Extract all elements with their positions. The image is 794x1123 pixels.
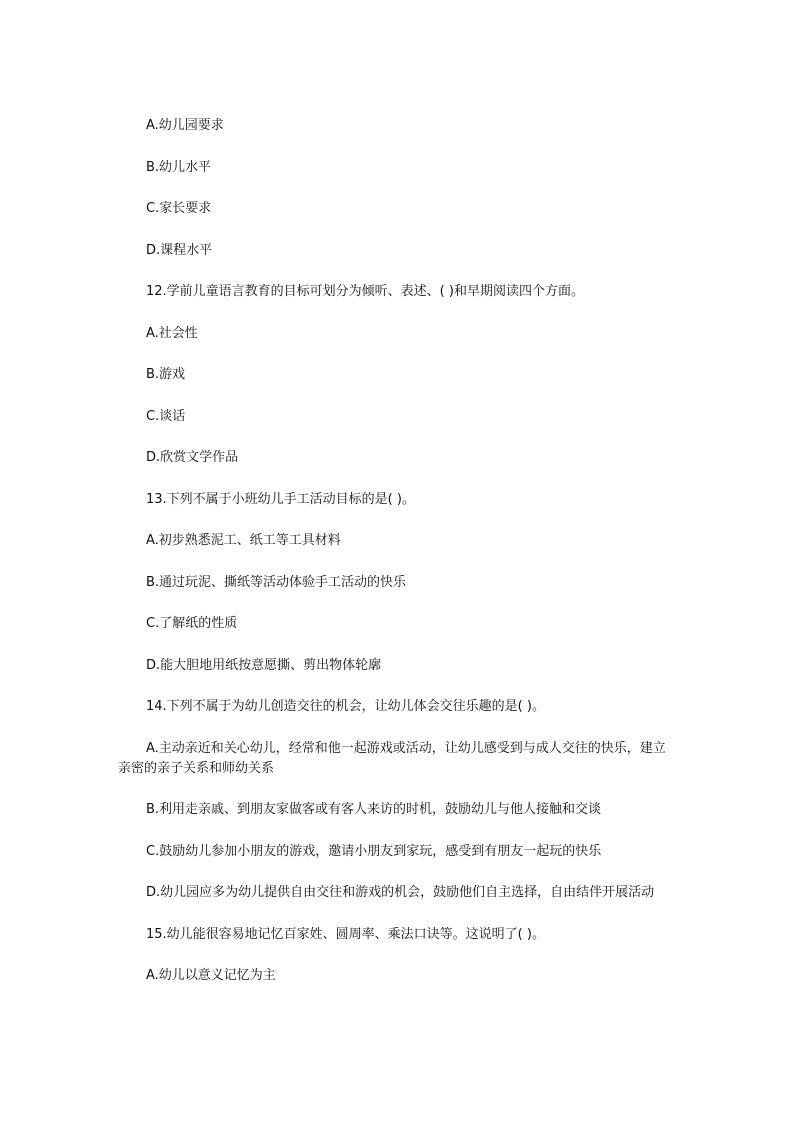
option-a: A.社会性 [146,325,198,341]
question-12: 12.学前儿童语言教育的目标可划分为倾听、表述、( )和早期阅读四个方面。 [146,284,584,299]
option-c: C.鼓励幼儿参加小朋友的游戏，邀请小朋友到家玩，感受到有朋友一起玩的快乐 [146,843,602,859]
option-b: B.利用走亲戚、到朋友家做客或有客人来访的时机，鼓励幼儿与他人接触和交谈 [146,802,602,817]
question-13: 13.下列不属于小班幼儿手工活动目标的是( )。 [146,491,415,507]
option-a: A.初步熟悉泥工、纸工等工具材料 [146,533,341,548]
option-d: D.幼儿园应多为幼儿提供自由交往和游戏的机会，鼓励他们自主选择，自由结伴开展活动 [146,885,655,900]
option-b: B.游戏 [146,367,186,382]
option-d: D.能大胆地用纸按意愿撕、剪出物体轮廓 [146,657,382,673]
option-c: C.家长要求 [146,201,212,216]
question-15: 15.幼儿能很容易地记忆百家姓、圆周率、乘法口诀等。这说明了( )。 [146,926,545,942]
question-14: 14.下列不属于为幼儿创造交往的机会，让幼儿体会交往乐趣的是( )。 [146,699,545,714]
option-a: A.幼儿园要求 [146,118,224,133]
option-b: B.幼儿水平 [146,159,212,175]
option-d: D.课程水平 [146,242,213,258]
option-a: A.主动亲近和关心幼儿，经常和他一起游戏或活动，让幼儿感受到与成人交往的快乐，建立亲密的亲子关系和师幼关系 [118,740,666,776]
option-a: A.幼儿以意义记忆为主 [146,968,276,983]
option-d: D.欣赏文学作品 [146,450,239,465]
document-body [118,116,678,1008]
option-c: C.了解纸的性质 [146,616,238,631]
option-c: C.谈话 [146,408,186,424]
option-b: B.通过玩泥、撕纸等活动体验手工活动的快乐 [146,574,407,590]
